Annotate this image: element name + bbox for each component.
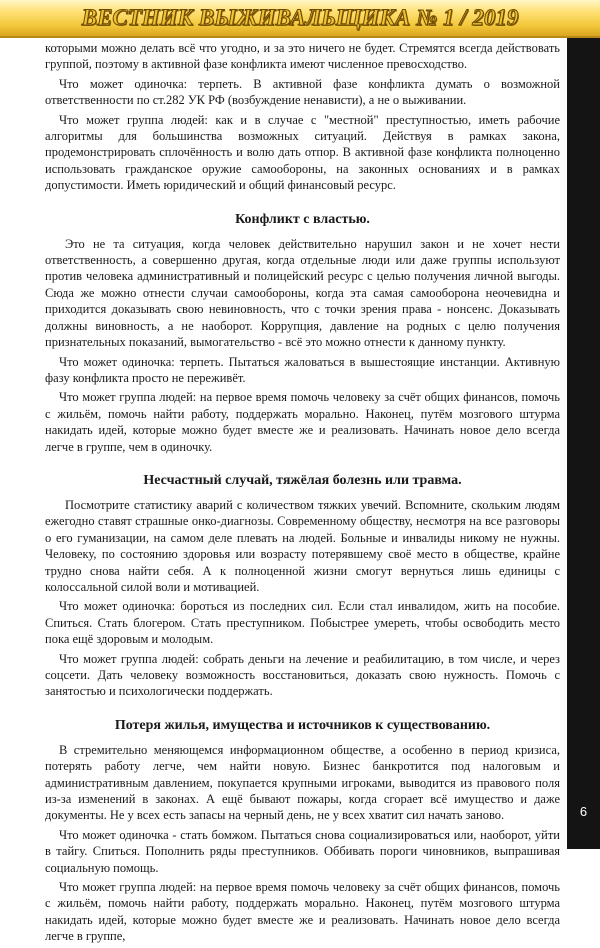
paragraph: Что может группа людей: на первое время помочь человеку за счёт общих финансов, помочь с жильём, помочь найти работу, поддержать морально. Наконец, путём мозгового штурма накидать идей, которые можно будет вместе же и реализовать. Начинать новое дело всегда легче в группе, [45, 880, 560, 944]
section-heading: Несчастный случай, тяжёлая болезнь или травма. [143, 472, 462, 488]
paragraph: Что может группа людей: собрать деньги на лечение и реабилитацию, в том числе, и через соцсети. Дать человеку возможность восстановиться, доказать свою нужность. Помочь с занятостью и психологически поддержать. [45, 651, 560, 699]
article-body [45, 40, 560, 948]
paragraph: Это не та ситуация, когда человек действительно нарушил закон и не хочет нести ответственность, а совершенно другая, когда отдельные люди или даже группы используют против человека административный и полицейский ресурс с целью получения личной выгоды. Сюда же можно отнести случаи самообороны, когда эта самая самооборона неочевидна и приходится доказывать свою невиновность, что с точки зрения права - нонсенс. Доказывать должны виновность, а не наоборот. Коррупция, давление на родных с целю получения признательных показаний, вымогательство - всё это можно отнести к данному пункту. [45, 236, 560, 350]
paragraph: Что может группа людей: на первое время помочь человеку за счёт общих финансов, помочь с жильём, помочь найти работу, поддержать морально. Наконец, путём мозгового штурма накидать идей, которые можно будет вместе же и реализовать. Начинать новое дело всегда легче в группе, чем в одиночку. [45, 390, 560, 454]
page-sidebar [567, 38, 600, 849]
paragraph: которыми можно делать всё что угодно, и за это ничего не будет. Стремятся всегда действовать группой, поэтому в активной фазе конфликта имеют численное превосходство. [45, 41, 560, 72]
paragraph: Что может одиночка: терпеть. В активной фазе конфликта думать о возможной ответственности по ст.282 УК РФ (возбуждение ненависти), а не о выживании. [45, 76, 560, 108]
section-heading: Потеря жилья, имущества и источников к существованию. [114, 717, 491, 733]
magazine-title: ВЕСТНИК ВЫЖИВАЛЬЩИКА № 1 / 2019 [81, 5, 519, 30]
page-number: 6 [579, 804, 588, 819]
paragraph: Посмотрите статистику аварий с количеством тяжких увечий. Вспомните, скольким людям ежегодно ставят страшные онко-диагнозы. Современному обществу, несмотря на все разговоры о его гуманизации, на самом деле плевать на людей. Больные и инвалиды никому не нужны. Человеку, по состоянию здоровья или возрасту потерявшему своё место в обществе, крайне трудно снова найти себя. А к полноценной жизни смогут вернуться лишь единицы с колоссальной силой воли и мотивацией. [45, 497, 560, 594]
paragraph: Что может одиночка - стать бомжом. Пытаться снова социализироваться или, наоборот, уйти в тайгу. Спиться. Пополнить ряды преступников. Оббивать пороги чиновников, выпрашивая социальную помощь. [45, 827, 560, 875]
section-heading: Конфликт с властью. [235, 211, 370, 227]
paragraph: В стремительно меняющемся информационном обществе, а особенно в период кризиса, потерять работу легче, чем найти новую. Бизнес банкротится под налоговым и административным давлением, покупается крупными игроками, выводится из правового поля из-за изменений в законах. А ещё бывают пожары, когда сгорает всё имущество и даже документы. Не у всех есть запасы на черный день, не у всех хватит сил начать заново. [45, 742, 560, 823]
paragraph: Что может одиночка: терпеть. Пытаться жаловаться в вышестоящие инстанции. Активную фазу конфликта просто не переживёт. [45, 354, 560, 385]
header-banner [0, 0, 600, 38]
paragraph: Что может группа людей: как и в случае с "местной" преступностью, иметь рабочие алгоритмы для большинства возможных ситуаций. Действуя в рамках закона, продемонстрировать сплочённость и волю дать отпор. В активной фазе конфликта полноценно использовать гражданское оружие самообороны, на законных основаниях и в рамках допустимости. Иметь юридический и общий финансовый ресурс. [45, 112, 560, 193]
paragraph: Что может одиночка: бороться из последних сил. Если стал инвалидом, жить на пособие. Спиться. Стать блогером. Стать преступником. Побыстрее умереть, чтобы освободить место пока ещё здоровым и молодым. [45, 599, 560, 647]
